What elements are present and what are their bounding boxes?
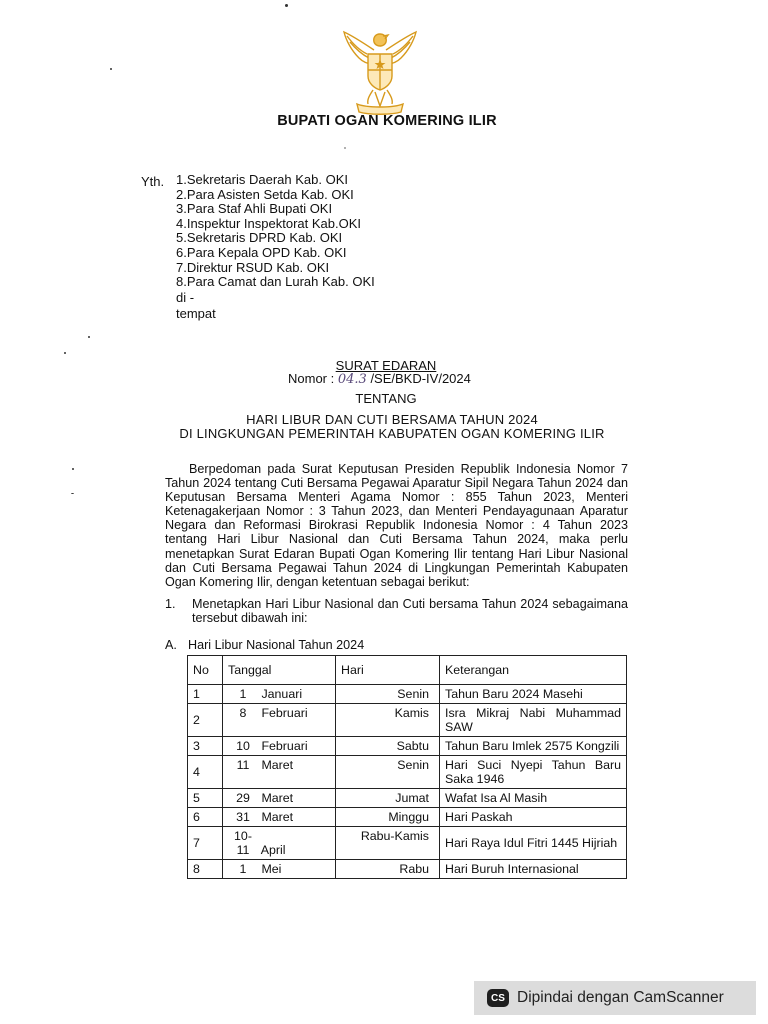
scan-speck [344,147,346,149]
header-hari: Hari [336,656,440,685]
cell-month: Maret [261,791,294,805]
recipient-item: 2.Para Asisten Setda Kab. OKI [176,186,354,202]
recipient-item: 4.Inspektur Inspektorat Kab.OKI [176,215,361,231]
circular-number-suffix: /SE/BKD-IV/2024 [370,371,471,386]
cell-no: 4 [188,756,223,789]
table-row [188,756,627,789]
cell-month: Januari [261,687,303,701]
cell-tanggal [223,808,336,827]
table-row [188,808,627,827]
table-row [188,789,627,808]
subject-line-2: DI LINGKUNGAN PEMERINTAH KABUPATEN OGAN KOMERING ILIR [179,426,605,441]
cell-no: 6 [188,808,223,827]
cell-keterangan: Hari Raya Idul Fitri 1445 Hijriah [440,827,627,860]
header-no: No [188,656,223,685]
cell-no: 1 [188,685,223,704]
cell-day: 10 [236,739,250,753]
cell-day: 29 [236,791,250,805]
recipient-list [176,173,375,322]
cell-hari: Jumat [336,789,440,808]
cell-tanggal [223,860,336,879]
cell-tanggal [223,827,336,860]
cell-keterangan: Tahun Baru 2024 Masehi [440,685,627,704]
cell-day: 10-11 [234,829,252,857]
cell-keterangan: Hari Suci Nyepi Tahun Baru Saka 1946 [440,756,627,789]
subject-line-1: HARI LIBUR DAN CUTI BERSAMA TAHUN 2024 [246,412,538,427]
cell-hari: Minggu [336,808,440,827]
scan-speck [88,336,90,338]
cell-month: Mei [261,862,282,876]
cell-keterangan: Tahun Baru Imlek 2575 Kongzili [440,737,627,756]
cell-keterangan: Hari Paskah [440,808,627,827]
cell-month: Februari [261,706,308,720]
cell-no: 8 [188,860,223,879]
cell-keterangan: Wafat Isa Al Masih [440,789,627,808]
recipient-item: 7.Direktur RSUD Kab. OKI [176,259,330,275]
camscanner-logo-icon: CS [487,989,509,1007]
address-tempat: tempat [176,306,216,322]
list-item-text: Menetapkan Hari Libur Nasional dan Cuti bersama Tahun 2024 sebagaimana tersebut dibawah ini: [192,597,628,626]
scan-speck [110,68,112,70]
body-paragraph: Berpedoman pada Surat Keputusan Presiden Republik Indonesia Nomor 7 Tahun 2024 tentang Cuti Bersama Pegawai Aparatur Sipil Negara Tahun 2024 dan Keputusan Bersama Menteri Agama Nomor : 855 Tahun 2023, Menteri Ketenagakerjaan Nomor : 3 Tahun 2023, dan Menteri Pendayagunaan Aparatur Negara dan Reformasi Birokrasi Republik Indonesia Nomor : 4 Tahun 2023 tentang Hari Libur Nasional dan Cuti Bersama Tahun 2024, maka perlu menetapkan Surat Edaran Bupati Ogan Komering Ilir tentang Hari Libur Nasional dan Cuti Bersama Pegawai Tahun 2024 di Lingkungan Pemerintah Kabupaten Ogan Komering Ilir, dengan ketentuan sebagai berikut: [165,462,628,589]
cell-month: Maret [261,758,294,772]
circular-number [288,371,471,387]
cell-no: 2 [188,704,223,737]
cell-hari: Kamis [336,704,440,737]
cell-hari: Sabtu [336,737,440,756]
recipient-item: 5.Sekretaris DPRD Kab. OKI [176,230,343,246]
cell-day: 1 [239,687,247,701]
handwritten-number: 04.3 [337,372,367,387]
cell-tanggal [223,704,336,737]
circular-title: SURAT EDARAN [335,358,437,373]
header-tanggal: Tanggal [223,656,336,685]
table-row [188,685,627,704]
letterhead-title: BUPATI OGAN KOMERING ILIR [277,113,497,129]
cell-day: 31 [236,810,250,824]
table-row [188,827,627,860]
section-a-title: Hari Libur Nasional Tahun 2024 [188,638,365,652]
camscanner-watermark [474,981,756,1015]
recipient-item: 8.Para Camat dan Lurah Kab. OKI [176,274,375,290]
cell-tanggal [223,789,336,808]
cell-tanggal [223,756,336,789]
cell-day: 11 [236,758,250,772]
cell-keterangan: Hari Buruh Internasional [440,860,627,879]
addressee-label: Yth. [141,174,165,189]
cell-month: Maret [261,810,294,824]
cell-hari: Senin [336,756,440,789]
list-item-1 [165,597,628,625]
cell-no: 7 [188,827,223,860]
cell-hari: Senin [336,685,440,704]
cell-hari: Rabu-Kamis [336,827,440,860]
cell-day: 1 [239,862,247,876]
cell-keterangan: Isra Mikraj Nabi Muhammad SAW [440,704,627,737]
circular-number-prefix: Nomor : [288,371,335,386]
cell-day: 8 [239,706,247,720]
cell-no: 3 [188,737,223,756]
table-row [188,704,627,737]
scan-speck [71,493,74,494]
list-item-number: 1. [165,597,176,611]
table-row [188,737,627,756]
cell-month: Februari [261,739,308,753]
recipient-item: 3.Para Staf Ahli Bupati OKI [176,201,333,217]
table-row [188,860,627,879]
scan-speck [285,4,288,7]
scan-speck [64,352,66,354]
header-keterangan: Keterangan [440,656,627,685]
recipient-item: 1.Sekretaris Daerah Kab. OKI [176,172,348,187]
cell-tanggal [223,737,336,756]
recipient-item: 6.Para Kepala OPD Kab. OKI [176,244,347,260]
cell-month: April [260,843,286,857]
section-a-label: A. [165,638,177,652]
address-di: di - [176,289,195,305]
cell-tanggal [223,685,336,704]
table-header-row [188,656,627,685]
cell-no: 5 [188,789,223,808]
tentang-heading: TENTANG [355,391,417,406]
holiday-table [187,655,627,879]
cell-hari: Rabu [336,860,440,879]
scan-speck [72,468,74,470]
camscanner-text: Dipindai dengan CamScanner [517,989,724,1006]
garuda-emblem-icon [337,26,423,116]
